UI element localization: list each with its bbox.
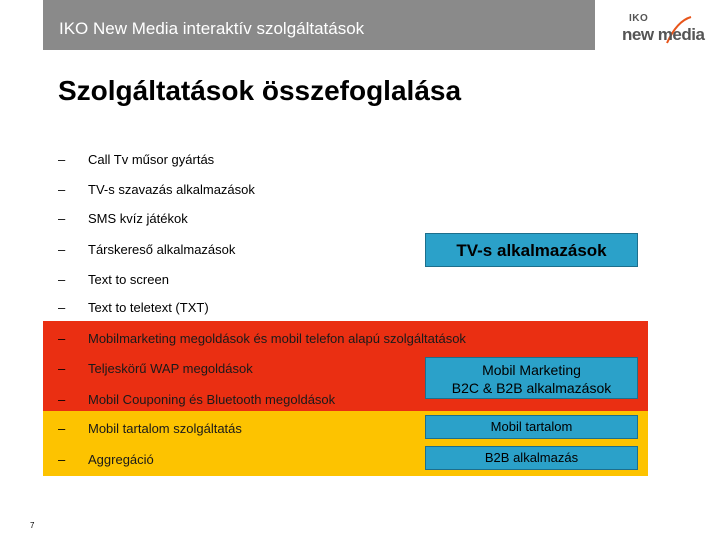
header-bar [43, 0, 595, 50]
list-item-text: Társkereső alkalmazások [88, 242, 236, 257]
list-item-text: Aggregáció [88, 452, 154, 467]
tv-applications-box: TV-s alkalmazások [425, 233, 638, 267]
list-item-text: SMS kvíz játékok [88, 211, 188, 226]
logo-main-text: new media [622, 25, 705, 44]
b2b-applications-box: B2B alkalmazás [425, 446, 638, 470]
logo-iko-text: IKO [629, 13, 649, 24]
list-item-text: TV-s szavazás alkalmazások [88, 182, 255, 197]
header-title: IKO New Media interaktív szolgáltatások [59, 19, 365, 38]
mobile-marketing-box [425, 357, 638, 399]
list-item-text: Mobilmarketing megoldások és mobil telefon alapú szolgáltatások [88, 331, 466, 346]
iko-new-media-logo [617, 13, 705, 53]
list-item-text: Mobil Couponing és Bluetooth megoldások [88, 392, 336, 407]
page-title: Szolgáltatások összefoglalása [58, 75, 462, 106]
list-item-text: Teljeskörű WAP megoldások [88, 361, 253, 376]
mobile-marketing-box-line1: Mobil Marketing [482, 362, 581, 378]
mobile-content-box: Mobil tartalom [425, 415, 638, 439]
list-item-text: Text to teletext (TXT) [88, 300, 209, 315]
list-item-text: Mobil tartalom szolgáltatás [88, 421, 242, 436]
mobile-marketing-box-line2: B2C & B2B alkalmazások [451, 380, 612, 396]
page-number: 7 [30, 521, 35, 530]
list-item-text: Call Tv műsor gyártás [88, 152, 215, 167]
list-item-text: Text to screen [88, 272, 169, 287]
